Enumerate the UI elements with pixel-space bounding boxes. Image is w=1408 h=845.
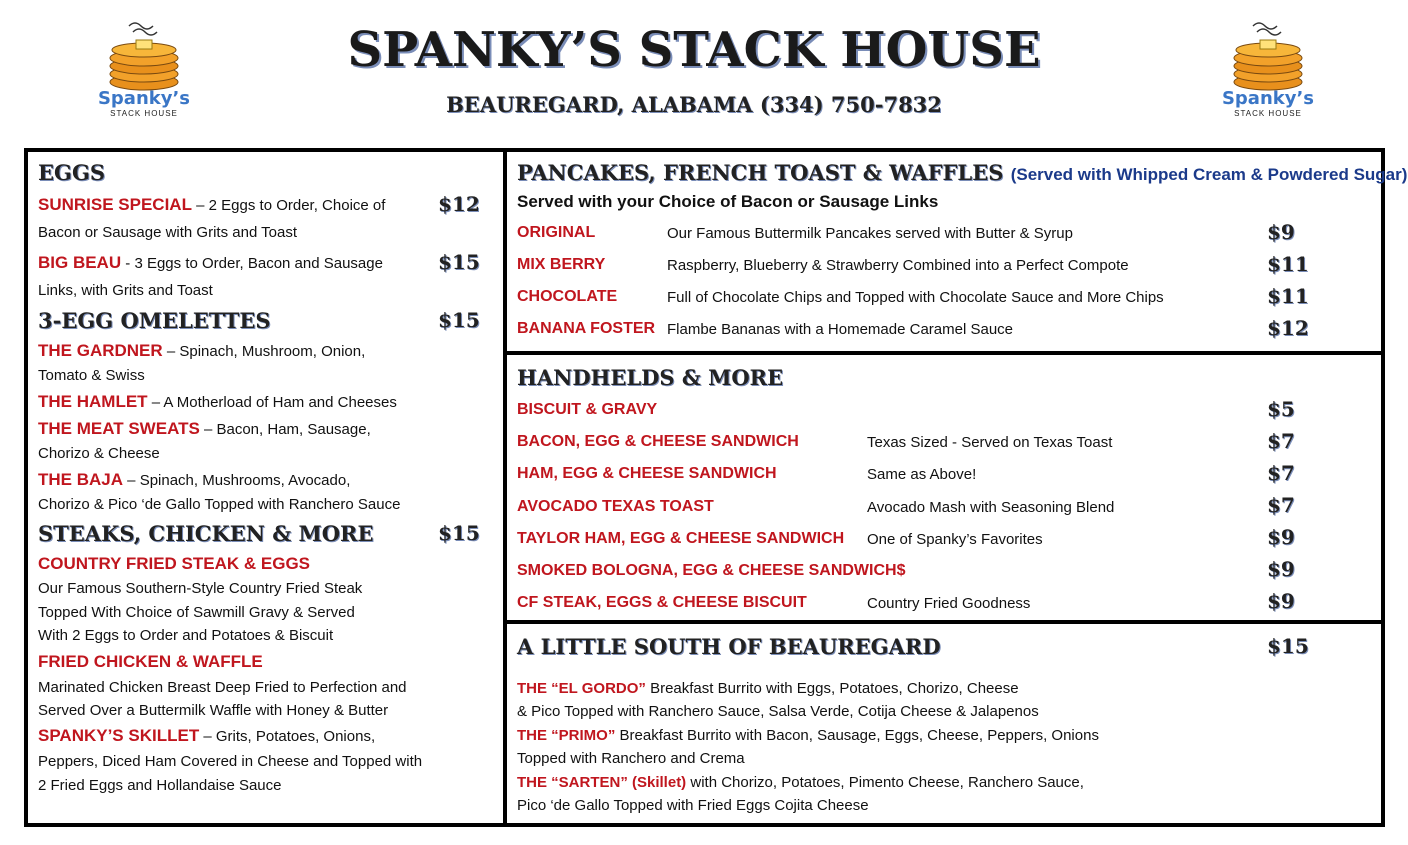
menu-item-desc: Pico ‘de Gallo Topped with Fried Eggs Cojita Cheese	[517, 797, 869, 814]
item-price: $12	[1267, 316, 1309, 340]
menu-item-name: BANANA FOSTER	[517, 320, 656, 337]
eggs-heading: EGGS	[38, 160, 106, 185]
omelettes-heading: 3-EGG OMELETTES	[38, 308, 271, 333]
menu-item-desc: Same as Above!	[867, 466, 977, 483]
menu-item: COUNTRY FRIED STEAK & EGGS	[38, 554, 311, 573]
menu-item: THE HAMLET – A Motherload of Ham and Cheeses	[38, 392, 397, 411]
steaks-heading: STEAKS, CHICKEN & MORE	[38, 521, 374, 546]
logo-name: Spanky’s	[1221, 88, 1315, 109]
pancakes-heading: PANCAKES, FRENCH TOAST & WAFFLES (Served with Whipped Cream & Powdered Sugar)	[517, 160, 1408, 185]
menu-item-desc: Flambe Bananas with a Homemade Caramel Sauce	[667, 321, 1014, 338]
logo-subtitle: STACK HOUSE	[110, 109, 178, 118]
pancakes-panel	[503, 148, 1408, 355]
menu-item-desc: Avocado Mash with Seasoning Blend	[867, 499, 1115, 516]
menu-item-desc: With 2 Eggs to Order and Potatoes & Biscuit	[38, 627, 334, 644]
steaks-price: $15	[438, 521, 480, 545]
menu-item-desc: Marinated Chicken Breast Deep Fried to Perfection and	[38, 679, 407, 696]
menu-item-desc: Country Fried Goodness	[867, 595, 1031, 612]
menu-item-desc: Topped With Choice of Sawmill Gravy & Served	[38, 604, 355, 621]
menu-item-desc: Links, with Grits and Toast	[38, 282, 213, 299]
item-price: $7	[1267, 461, 1295, 485]
item-price: $15	[438, 250, 480, 274]
item-price: $9	[1267, 525, 1295, 549]
menu-item-name: CHOCOLATE	[517, 288, 618, 305]
page-title: SPANKY’S STACK HOUSE	[347, 22, 1041, 78]
menu-item-name: AVOCADO TEXAS TOAST	[517, 498, 714, 515]
handhelds-heading: HANDHELDS & MORE	[517, 365, 784, 390]
menu-item: THE BAJA – Spinach, Mushrooms, Avocado,	[38, 470, 351, 489]
pancakes-subtitle: Served with your Choice of Bacon or Sausage Links	[517, 192, 939, 211]
item-price: $5	[1267, 397, 1295, 421]
menu-item-desc: & Pico Topped with Ranchero Sauce, Salsa Verde, Cotija Cheese & Jalapenos	[517, 703, 1039, 720]
item-price: $9	[1267, 557, 1295, 581]
logo-right	[1213, 18, 1323, 133]
menu-item: SUNRISE SPECIAL – 2 Eggs to Order, Choice of	[38, 195, 386, 214]
menu-item: FRIED CHICKEN & WAFFLE	[38, 652, 263, 671]
menu-item-name: TAYLOR HAM, EGG & CHEESE SANDWICH	[517, 530, 845, 547]
menu-item-desc: Peppers, Diced Ham Covered in Cheese and Topped with	[38, 753, 423, 770]
south-heading: A LITTLE SOUTH OF BEAUREGARD	[517, 634, 941, 659]
menu-item-name: ORIGINAL	[517, 224, 596, 241]
item-price: $7	[1267, 429, 1295, 453]
menu-item-desc: Chorizo & Cheese	[38, 445, 160, 462]
logo-subtitle: STACK HOUSE	[1234, 109, 1302, 118]
menu-item: THE “SARTEN” (Skillet) with Chorizo, Potatoes, Pimento Cheese, Ranchero Sauce,	[517, 774, 1084, 791]
menu-item-desc: Full of Chocolate Chips and Topped with Chocolate Sauce and More Chips	[667, 289, 1164, 306]
menu-item-name: BISCUIT & GRAVY	[517, 401, 658, 418]
page-subtitle: BEAUREGARD, ALABAMA (334) 750-7832	[446, 92, 942, 117]
south-panel	[503, 620, 1385, 827]
pancake-stack-icon	[89, 18, 199, 93]
logo-left	[89, 18, 199, 133]
menu-item: THE MEAT SWEATS – Bacon, Ham, Sausage,	[38, 419, 371, 438]
handhelds-panel	[503, 351, 1385, 624]
item-price: $12	[438, 192, 480, 216]
menu-item-desc: Our Famous Southern-Style Country Fried Steak	[38, 580, 363, 597]
menu-item-desc: Raspberry, Blueberry & Strawberry Combined into a Perfect Compote	[667, 257, 1129, 274]
pancake-stack-icon	[1213, 18, 1323, 93]
menu-item-name: HAM, EGG & CHEESE SANDWICH	[517, 465, 777, 482]
menu-item-name: SMOKED BOLOGNA, EGG & CHEESE SANDWICH$	[517, 562, 906, 579]
menu-item: THE “EL GORDO” Breakfast Burrito with Eggs, Potatoes, Chorizo, Cheese	[517, 680, 1019, 697]
item-price: $9	[1267, 220, 1295, 244]
item-price: $11	[1267, 252, 1309, 276]
item-price: $7	[1267, 493, 1295, 517]
menu-item-desc: Topped with Ranchero and Crema	[517, 750, 745, 767]
menu-item: THE GARDNER – Spinach, Mushroom, Onion,	[38, 341, 366, 360]
menu-item-desc: 2 Fried Eggs and Hollandaise Sauce	[38, 777, 282, 794]
south-price: $15	[1267, 634, 1309, 658]
menu-item-desc: Chorizo & Pico ‘de Gallo Topped with Ranchero Sauce	[38, 496, 401, 513]
menu-item: BIG BEAU - 3 Eggs to Order, Bacon and Sausage	[38, 253, 383, 272]
item-price: $9	[1267, 589, 1295, 613]
omelettes-price: $15	[438, 308, 480, 332]
menu-item-desc: Served Over a Buttermilk Waffle with Honey & Butter	[38, 702, 389, 719]
menu-item-desc: Our Famous Buttermilk Pancakes served with Butter & Syrup	[667, 225, 1073, 242]
menu-item-desc: Bacon or Sausage with Grits and Toast	[38, 224, 298, 241]
menu-item-name: CF STEAK, EGGS & CHEESE BISCUIT	[517, 594, 807, 611]
menu-item-desc: Texas Sized - Served on Texas Toast	[867, 434, 1113, 451]
menu-item: SPANKY’S SKILLET – Grits, Potatoes, Onions,	[38, 726, 376, 745]
menu-item: THE “PRIMO” Breakfast Burrito with Bacon, Sausage, Eggs, Cheese, Peppers, Onions	[517, 727, 1099, 744]
left-menu-panel	[24, 148, 507, 827]
menu-item-desc: Tomato & Swiss	[38, 367, 145, 384]
logo-name: Spanky’s	[97, 88, 191, 109]
menu-item-name: BACON, EGG & CHEESE SANDWICH	[517, 433, 799, 450]
menu-item-name: MIX BERRY	[517, 256, 606, 273]
menu-item-desc: One of Spanky’s Favorites	[867, 531, 1043, 548]
item-price: $11	[1267, 284, 1309, 308]
